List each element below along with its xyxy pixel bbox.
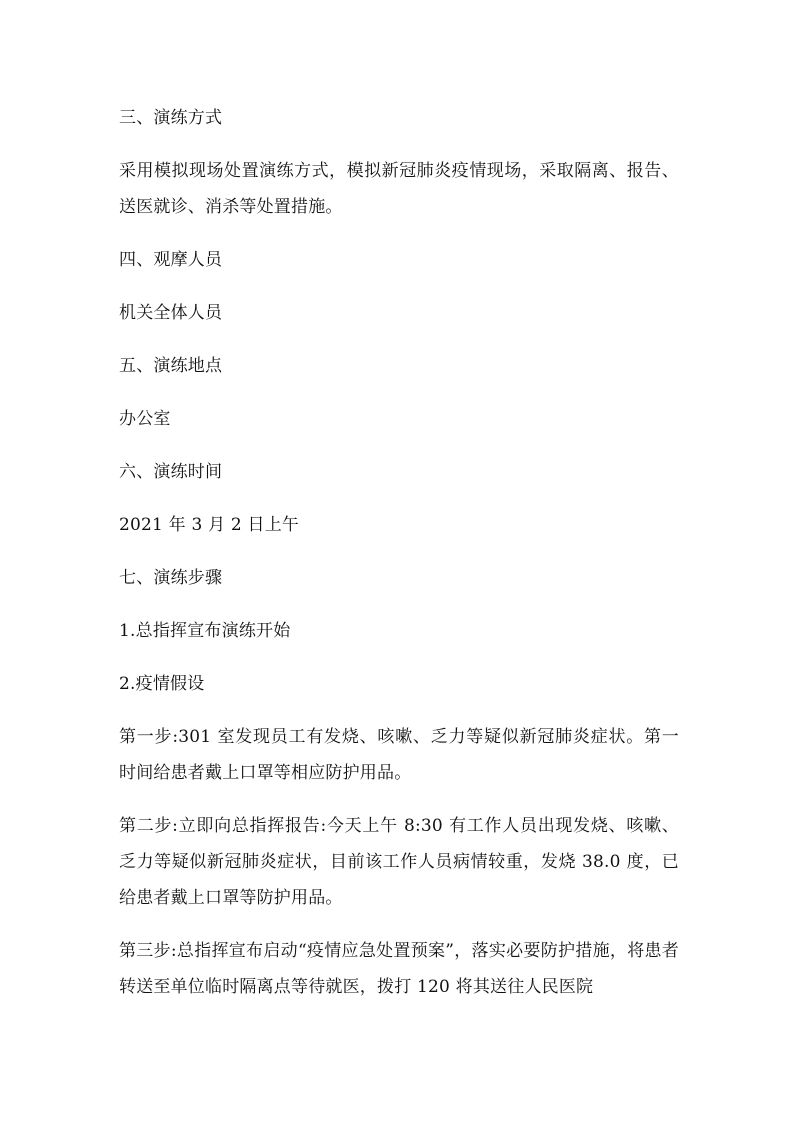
document-body xyxy=(119,100,679,1022)
section-heading-observers: 四、观摩人员 xyxy=(119,250,223,270)
paragraph-step-two: 第二步:立即向总指挥报告:今天上午 8:30 有工作人员出现发烧、咳嗽、乏力等疑似新冠肺炎症状，目前该工作人员病情较重，发烧 38.0 度，已给患者戴上口罩等防护用品。 xyxy=(119,816,679,908)
paragraph-time: 2021 年 3 月 2 日上午 xyxy=(119,515,300,535)
paragraph-location: 办公室 xyxy=(119,409,171,429)
section-heading-steps: 七、演练步骤 xyxy=(119,568,223,588)
section-heading-time: 六、演练时间 xyxy=(119,462,223,482)
paragraph-step-one: 第一步:301 室发现员工有发烧、咳嗽、乏力等疑似新冠肺炎症状。第一时间给患者戴上口罩等相应防护用品。 xyxy=(119,727,679,783)
section-heading-drill-method: 三、演练方式 xyxy=(119,108,223,128)
paragraph-step-three: 第三步:总指挥宣布启动“疫情应急处置预案”，落实必要防护措施，将患者转送至单位临时隔离点等待就医，拨打 120 将其送往人民医院 xyxy=(119,941,679,997)
paragraph-observers: 机关全体人员 xyxy=(119,303,223,323)
section-heading-location: 五、演练地点 xyxy=(119,356,223,376)
paragraph-drill-method: 采用模拟现场处置演练方式，模拟新冠肺炎疫情现场，采取隔离、报告、送医就诊、消杀等处置措施。 xyxy=(119,161,679,217)
step-item-2: 2.疫情假设 xyxy=(119,674,205,694)
step-item-1: 1.总指挥宣布演练开始 xyxy=(119,621,291,641)
